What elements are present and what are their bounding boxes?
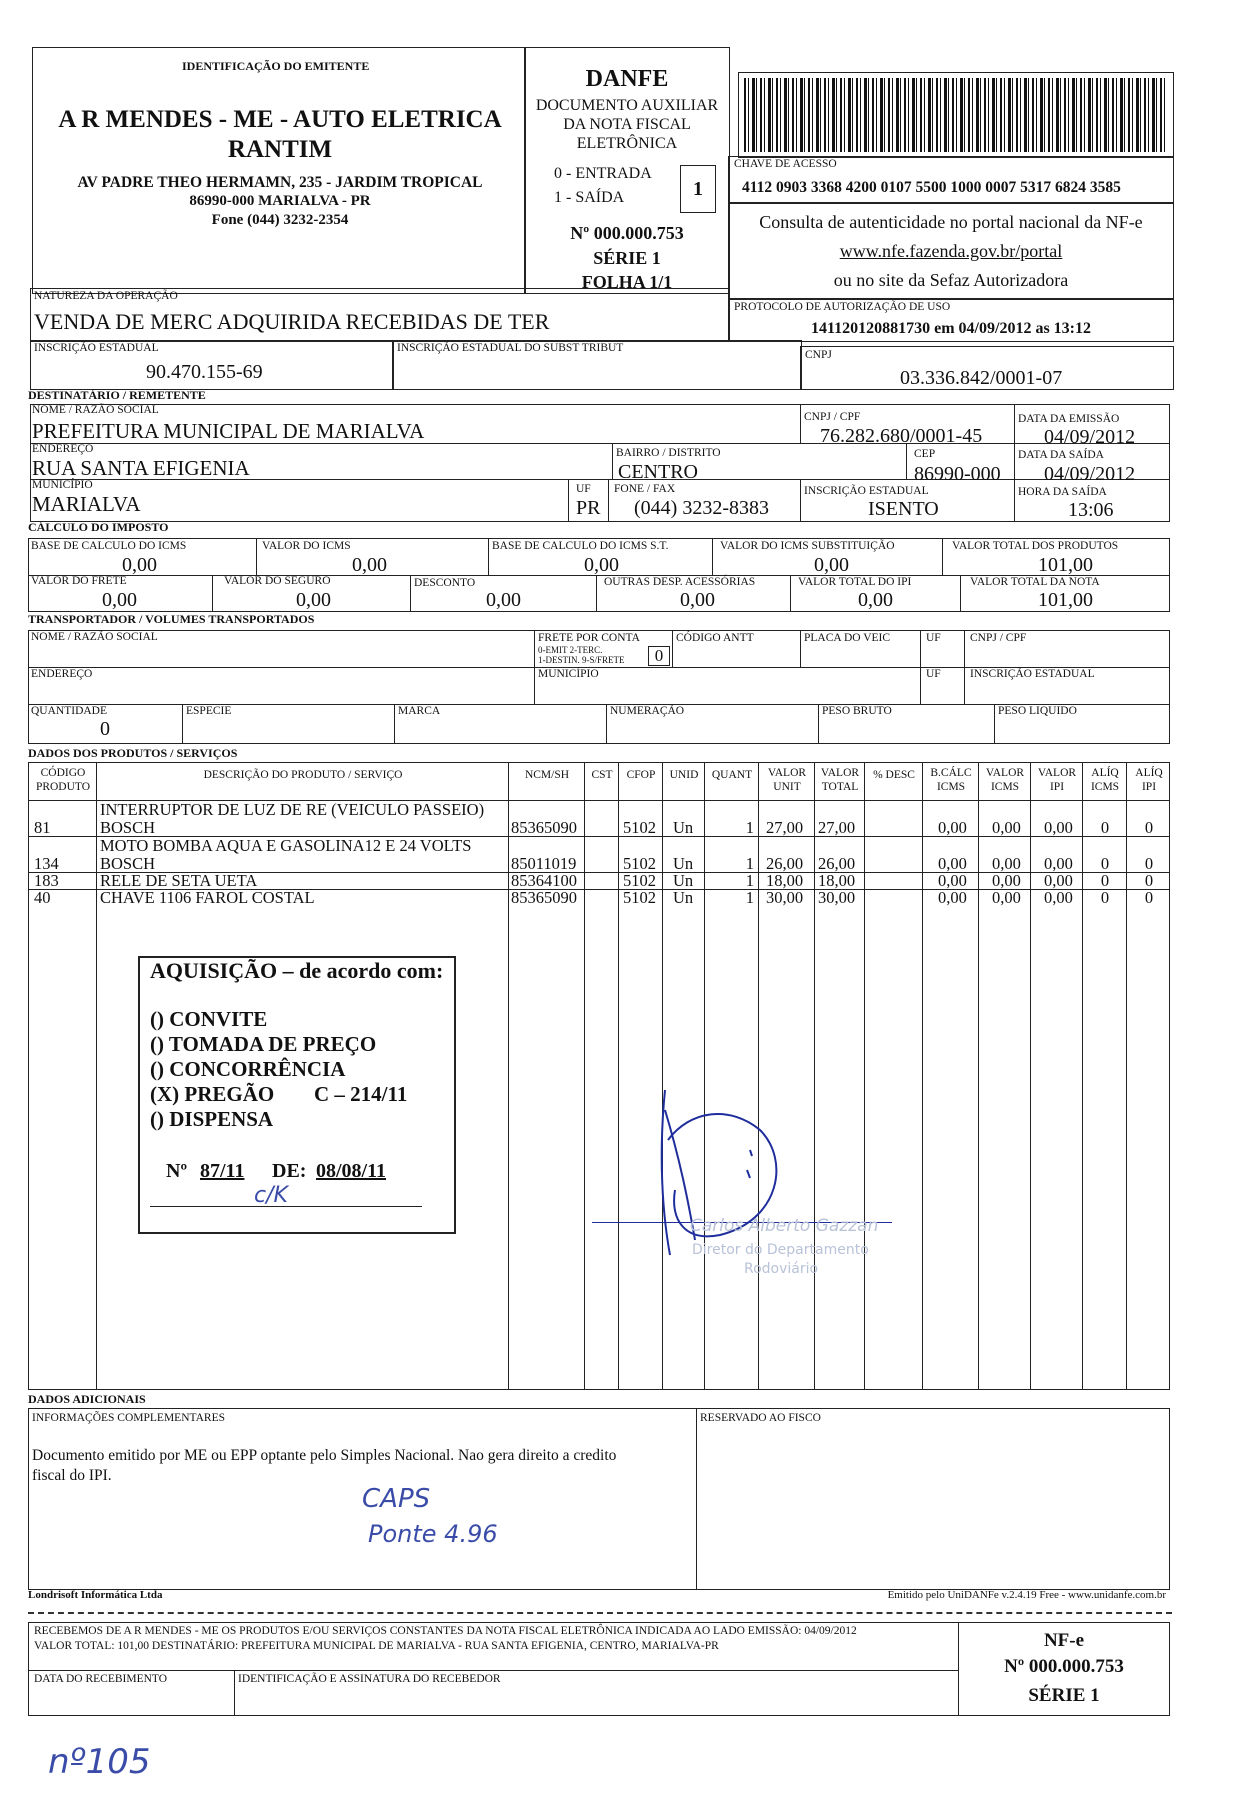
canhoto-nfe: NF-e (1043, 1630, 1085, 1651)
dest-emissao: 04/09/2012 (1044, 426, 1136, 448)
transp-qtd: 0 (100, 718, 110, 740)
row4-codigo: 40 (34, 888, 51, 907)
row1-vtotal: 27,00 (818, 818, 856, 837)
transporte-section: TRANSPORTADOR / VOLUMES TRANSPORTADOS (28, 612, 315, 626)
dest-bairro: CENTRO (618, 461, 698, 483)
row3-vipi: 0,00 (1044, 871, 1073, 890)
row3-aicms: 0 (1100, 871, 1110, 890)
transp-cnpj-label: CNPJ / CPF (970, 632, 1027, 644)
icms: 0,00 (352, 554, 387, 576)
frete: 0,00 (102, 589, 137, 611)
fisco-label: RESERVADO AO FISCO (700, 1412, 821, 1424)
th-vicms: VALOR ICMS (985, 767, 1025, 794)
dest-hora: 13:06 (1068, 499, 1114, 521)
destinatario-section: DESTINATÁRIO / REMETENTE (28, 388, 206, 402)
info-label: INFORMAÇÕES COMPLEMENTARES (32, 1412, 226, 1424)
cnpj-label: CNPJ (805, 349, 832, 361)
row2-ncm: 85011019 (511, 854, 577, 873)
transp-peso-bruto-label: PESO BRUTO (822, 705, 892, 717)
stamp-de: 08/08/11 (316, 1160, 387, 1182)
row4-quant: 1 (745, 888, 754, 907)
canhoto-text: RECEBEMOS DE A R MENDES - ME OS PRODUTOS E/OU SERVIÇOS CONSTANTES DA NOTA FISCAL ELETRÔNICA INDICADA AO LADO EMISSÃO: 04/09/2012 (34, 1625, 857, 1637)
row3-quant: 1 (745, 871, 754, 890)
th-vipi: VALOR IPI (1037, 767, 1077, 794)
row3-vicms: 0,00 (992, 871, 1021, 890)
stamp-num: 87/11 (200, 1160, 245, 1182)
footer-left: Londrisoft Informática Ltda (28, 1589, 163, 1601)
dest-ie-label: INSCRIÇÃO ESTADUAL (804, 485, 929, 497)
transp-qtd-label: QUANTIDADE (31, 705, 108, 717)
stamp-opt-convite: () CONVITE (150, 1007, 268, 1031)
transp-frete-label: FRETE POR CONTA (538, 632, 640, 644)
th-desc: % DESC (873, 769, 915, 781)
consulta-text-2: ou no site da Sefaz Autorizadora (833, 270, 1069, 290)
row4-aicms: 0 (1100, 888, 1110, 907)
stamp-de-label: DE: (272, 1160, 307, 1182)
row4-bc: 0,00 (938, 888, 967, 907)
row3-aipi: 0 (1144, 871, 1154, 890)
dest-emissao-label: DATA DA EMISSÃO (1018, 413, 1120, 425)
tipo-saida: 1 - SAÍDA (554, 189, 625, 206)
dest-fone: (044) 3232-8383 (634, 497, 769, 519)
dest-uf: PR (576, 497, 601, 519)
row1-codigo: 81 (34, 818, 51, 837)
stamp-title: AQUISIÇÃO – de acordo com: (150, 958, 444, 983)
dest-municipio-label: MUNICÍPIO (32, 479, 93, 491)
th-codigo: CÓDIGO PRODUTO (35, 767, 91, 794)
stamp-num-label: Nº (166, 1160, 188, 1182)
ie-value: 90.470.155-69 (146, 361, 263, 383)
transp-placa-label: PLACA DO VEIC (804, 632, 891, 644)
dest-saida: 04/09/2012 (1044, 463, 1136, 485)
signature-name: Carlos Alberto Gazzan (690, 1216, 879, 1236)
stamp-opt-dispensa: () DISPENSA (150, 1107, 274, 1131)
emitente-name-2: RANTIM (227, 136, 333, 163)
row3-unid: Un (673, 871, 694, 890)
ie-label: INSCRIÇÃO ESTADUAL (34, 342, 159, 354)
row2-bc: 0,00 (938, 854, 967, 873)
dest-municipio: MARIALVA (32, 492, 141, 516)
th-aipi: ALÍQ IPI (1135, 767, 1163, 794)
icms-st: 0,00 (814, 554, 849, 576)
dest-hora-label: HORA DA SAÍDA (1018, 486, 1107, 498)
cnpj-value: 03.336.842/0001-07 (900, 367, 1063, 389)
imposto-section: CÁLCULO DO IMPOSTO (28, 520, 169, 534)
emitente-section-label: IDENTIFICAÇÃO DO EMITENTE (182, 59, 370, 73)
row2-vicms: 0,00 (992, 854, 1021, 873)
row2-unid: Un (673, 854, 694, 873)
bc-icms-label: BASE DE CALCULO DO ICMS (31, 540, 187, 552)
emitente-phone: Fone (044) 3232-2354 (211, 212, 349, 228)
danfe-subtitle-2: DA NOTA FISCAL (563, 116, 691, 133)
natureza-label: NATUREZA DA OPERAÇÃO (34, 290, 178, 302)
transp-uf2-label: UF (926, 668, 941, 680)
handwritten-ponte: Ponte 4.96 (368, 1520, 498, 1548)
adicionais-box (28, 1408, 1170, 1590)
canhoto-serie: SÉRIE 1 (1028, 1685, 1100, 1706)
dest-nome-label: NOME / RAZÃO SOCIAL (32, 404, 159, 416)
barcode (744, 78, 1168, 152)
footer-right: Emitido pelo UniDANFe v.2.4.19 Free - www.unidanfe.com.br (887, 1589, 1166, 1601)
desconto: 0,00 (486, 589, 521, 611)
canhoto-numero: Nº 000.000.753 (1004, 1656, 1124, 1677)
row4-vtotal: 30,00 (818, 888, 856, 907)
row1-bc: 0,00 (938, 818, 967, 837)
row2-vipi: 0,00 (1044, 854, 1073, 873)
row3-ncm: 85364100 (511, 871, 577, 890)
canhoto-assinatura-label: IDENTIFICAÇÃO E ASSINATURA DO RECEBEDOR (238, 1673, 501, 1685)
th-cfop: CFOP (626, 769, 656, 781)
signature-title: Diretor do Departamento (692, 1242, 869, 1258)
danfe-numero: Nº 000.000.753 (570, 223, 684, 243)
info-text: Documento emitido por ME ou EPP optante pelo Simples Nacional. Nao gera direito a credito (32, 1447, 617, 1464)
row2-cfop: 5102 (623, 854, 656, 873)
ipi-label: VALOR TOTAL DO IPI (798, 576, 912, 588)
row2-desc-2: BOSCH (100, 854, 156, 873)
dest-nome: PREFEITURA MUNICIPAL DE MARIALVA (32, 419, 425, 443)
transp-frete-value: 0 (648, 646, 670, 666)
emitente-name: A R MENDES - ME - AUTO ELETRICA (58, 106, 502, 133)
row4-vipi: 0,00 (1044, 888, 1073, 907)
adicionais-section: DADOS ADICIONAIS (28, 1392, 146, 1406)
tipo-entrada: 0 - ENTRADA (554, 165, 652, 182)
stamp-opt-concorrencia: () CONCORRÊNCIA (150, 1057, 346, 1081)
frete-label: VALOR DO FRETE (31, 575, 127, 587)
protocolo-value: 141120120881730 em 04/09/2012 as 13:12 (811, 320, 1091, 337)
row1-aipi: 0 (1144, 818, 1154, 837)
row1-vunit: 27,00 (766, 818, 804, 837)
stamp-opt-tomada: () TOMADA DE PREÇO (150, 1032, 377, 1056)
row2-vtotal: 26,00 (818, 854, 856, 873)
row1-aicms: 0 (1100, 818, 1110, 837)
transp-antt-label: CÓDIGO ANTT (676, 632, 754, 644)
total-prod: 101,00 (1038, 554, 1093, 576)
transp-frete-opts-1: 0-EMIT 2-TERC. (538, 645, 603, 655)
row4-ncm: 85365090 (511, 888, 577, 907)
row3-bc: 0,00 (938, 871, 967, 890)
bc-st: 0,00 (584, 554, 619, 576)
dest-cnpj: 76.282.680/0001-45 (820, 425, 983, 447)
transp-endereco-label: ENDEREÇO (31, 668, 93, 680)
row1-unid: Un (673, 818, 694, 837)
desconto-label: DESCONTO (414, 577, 476, 589)
dest-bairro-label: BAIRRO / DISTRITO (616, 447, 721, 459)
row3-codigo: 183 (34, 871, 59, 890)
th-vtotal: VALOR TOTAL (820, 767, 860, 794)
dest-cep: 86990-000 (914, 463, 1001, 485)
handwritten-caps: CAPS (362, 1484, 431, 1514)
dest-fone-label: FONE / FAX (614, 483, 676, 495)
row1-cfop: 5102 (623, 818, 656, 837)
row2-vunit: 26,00 (766, 854, 804, 873)
signature-title-2: Rodoviário (744, 1261, 819, 1277)
dest-cnpj-label: CNPJ / CPF (804, 411, 861, 423)
total-nota: 101,00 (1038, 589, 1093, 611)
handwritten-note-number: nº105 (48, 1742, 151, 1782)
row3-desc: RELE DE SETA UETA (100, 871, 258, 890)
tipo-box: 1 (680, 165, 716, 213)
natureza-value: VENDA DE MERC ADQUIRIDA RECEBIDAS DE TER (34, 309, 550, 334)
transp-numeracao-label: NUMERAÇÃO (610, 705, 685, 717)
protocolo-label: PROTOCOLO DE AUTORIZAÇÃO DE USO (734, 301, 951, 313)
row2-codigo: 134 (34, 854, 59, 873)
row2-aipi: 0 (1144, 854, 1154, 873)
ipi: 0,00 (858, 589, 893, 611)
dest-cep-label: CEP (914, 448, 936, 460)
row3-vtotal: 18,00 (818, 871, 856, 890)
dest-uf-label: UF (576, 483, 591, 495)
info-text-2: fiscal do IPI. (32, 1467, 112, 1484)
emitente-address: AV PADRE THEO HERMAMN, 235 - JARDIM TROPICAL (77, 174, 483, 191)
seguro: 0,00 (296, 589, 331, 611)
row1-vipi: 0,00 (1044, 818, 1073, 837)
stamp-initials: c/K (254, 1183, 288, 1208)
chave-label: CHAVE DE ACESSO (734, 158, 837, 170)
canhoto-data-label: DATA DO RECEBIMENTO (34, 1673, 168, 1685)
row2-aicms: 0 (1100, 854, 1110, 873)
danfe-subtitle-1: DOCUMENTO AUXILIAR (535, 97, 719, 114)
row3-cfop: 5102 (623, 871, 656, 890)
transp-uf-label: UF (926, 632, 941, 644)
outras-label: OUTRAS DESP. ACESSÓRIAS (604, 576, 756, 588)
row1-quant: 1 (745, 818, 754, 837)
row4-cfop: 5102 (623, 888, 656, 907)
th-vunit: VALOR UNIT (767, 767, 807, 794)
danfe-serie: SÉRIE 1 (593, 248, 661, 268)
transp-municipio-label: MUNICÍPIO (538, 668, 599, 680)
icms-st-label: VALOR DO ICMS SUBSTITUIÇÃO (720, 540, 895, 552)
th-quant: QUANT (711, 769, 753, 781)
bc-st-label: BASE DE CALCULO DO ICMS S.T. (492, 540, 669, 552)
total-prod-label: VALOR TOTAL DOS PRODUTOS (952, 540, 1119, 552)
dest-endereco-label: ENDEREÇO (32, 443, 94, 455)
seguro-label: VALOR DO SEGURO (224, 575, 331, 587)
transp-frete-opts-2: 1-DESTIN. 9-S/FRETE (538, 655, 625, 665)
th-ncm: NCM/SH (524, 769, 570, 781)
dest-saida-label: DATA DA SAÍDA (1018, 449, 1104, 461)
row1-ncm: 85365090 (511, 818, 577, 837)
row4-vicms: 0,00 (992, 888, 1021, 907)
emitente-box (32, 47, 526, 294)
danfe-title: DANFE (585, 66, 669, 92)
canhoto-text-2: VALOR TOTAL: 101,00 DESTINATÁRIO: PREFEITURA MUNICIPAL DE MARIALVA - RUA SANTA EFIGENIA, CENTRO, MARIALVA-PR (34, 1640, 719, 1652)
icms-label: VALOR DO ICMS (262, 540, 351, 552)
row4-desc: CHAVE 1106 FAROL COSTAL (100, 888, 315, 907)
transp-nome-label: NOME / RAZÃO SOCIAL (31, 631, 158, 643)
th-bc: B.CÁLC ICMS (930, 767, 972, 794)
produtos-section: DADOS DOS PRODUTOS / SERVIÇOS (28, 746, 238, 760)
stamp-opt-pregao: (X) PREGÃO (150, 1082, 275, 1106)
consulta-text: Consulta de autenticidade no portal nacional da NF-e (759, 212, 1143, 232)
th-aicms: ALÍQ ICMS (1090, 767, 1120, 794)
row2-quant: 1 (745, 854, 754, 873)
consulta-link[interactable]: www.nfe.fazenda.gov.br/portal (839, 241, 1063, 261)
th-descricao: DESCRIÇÃO DO PRODUTO / SERVIÇO (203, 769, 403, 781)
outras: 0,00 (680, 589, 715, 611)
row2-desc: MOTO BOMBA AQUA E GASOLINA12 E 24 VOLTS (100, 836, 472, 855)
cut-line (28, 1612, 1172, 1614)
stamp-pregao-num: C – 214/11 (314, 1082, 408, 1106)
chave-value: 4112 0903 3368 4200 0107 5500 1000 0007 5317 6824 3585 (742, 179, 1121, 196)
transp-especie-label: ESPECIE (186, 705, 232, 717)
transp-peso-liquido-label: PESO LIQUIDO (998, 705, 1077, 717)
bc-icms: 0,00 (122, 554, 157, 576)
row4-vunit: 30,00 (766, 888, 804, 907)
row3-vunit: 18,00 (766, 871, 804, 890)
dest-endereco: RUA SANTA EFIGENIA (32, 456, 250, 480)
total-nota-label: VALOR TOTAL DA NOTA (970, 576, 1100, 588)
danfe-subtitle-3: ELETRÔNICA (576, 135, 678, 152)
dest-ie: ISENTO (868, 498, 939, 520)
th-unid: UNID (669, 769, 699, 781)
row1-desc: INTERRUPTOR DE LUZ DE RE (VEICULO PASSEIO) (100, 800, 485, 819)
transp-ie-label: INSCRIÇÃO ESTADUAL (970, 668, 1095, 680)
emitente-city: 86990-000 MARIALVA - PR (189, 193, 371, 209)
row4-aipi: 0 (1144, 888, 1154, 907)
transp-marca-label: MARCA (398, 705, 441, 717)
row4-unid: Un (673, 888, 694, 907)
ie-st-label: INSCRIÇÃO ESTADUAL DO SUBST TRIBUT (397, 342, 624, 354)
row1-vicms: 0,00 (992, 818, 1021, 837)
row1-desc-2: BOSCH (100, 818, 156, 837)
th-cst: CST (591, 769, 613, 781)
danfe-folha: FOLHA 1/1 (581, 272, 673, 292)
